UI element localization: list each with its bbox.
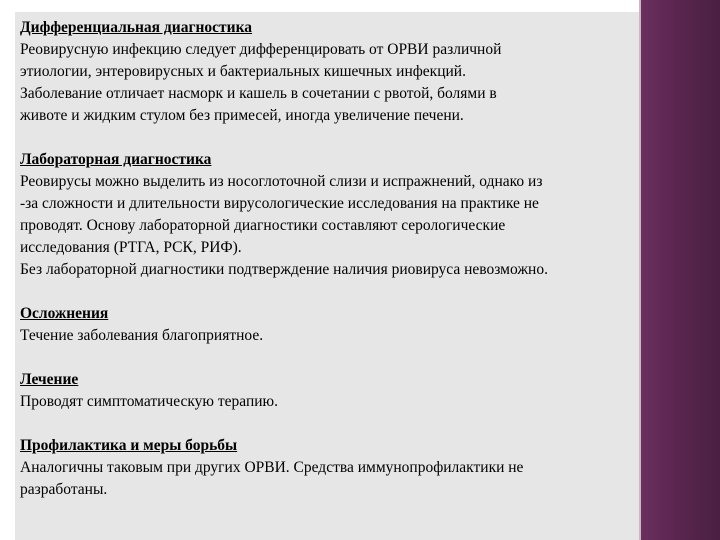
paragraph-line: Реовирусы можно выделить из носоглоточной слизи и испражнений, однако из (20, 173, 543, 190)
section-prevention (20, 435, 639, 501)
section-complications (20, 303, 639, 347)
section-lab-diagnosis (20, 149, 639, 281)
paragraph-line: Аналогичны таковым при других ОРВИ. Средства иммунопрофилактики не (20, 459, 524, 476)
paragraph-line: разработаны. (20, 481, 108, 498)
paragraph-line: исследования (РТГА, РСК, РИФ). (20, 239, 242, 256)
paragraph-line: Заболевание отличает насморк и кашель в сочетании с рвотой, болями в (20, 85, 497, 102)
paragraph-line: Проводят симптоматическую терапию. (20, 393, 279, 410)
section-treatment (20, 369, 639, 413)
content-box (15, 12, 639, 540)
paragraph-line: Без лабораторной диагностики подтверждение наличия риовируса невозможно. (20, 261, 548, 278)
decorative-sidebar-band (641, 0, 720, 540)
paragraph-line: этиологии, энтеровирусных и бактериальных кишечных инфекций. (20, 63, 466, 80)
section-heading: Лабораторная диагностика (20, 151, 212, 168)
section-heading: Лечение (20, 371, 79, 388)
section-heading: Профилактика и меры борьбы (20, 437, 238, 454)
paragraph-line: животе и жидким стулом без примесей, иногда увеличение печени. (20, 107, 464, 124)
section-differential-diagnosis (20, 17, 639, 127)
paragraph-line: проводят. Основу лабораторной диагностики составляют серологические (20, 217, 506, 234)
paragraph-line: Течение заболевания благоприятное. (20, 327, 264, 344)
paragraph-line: -за сложности и длительности вирусологические исследования на практике не (20, 195, 539, 212)
section-heading: Дифференциальная диагностика (20, 19, 253, 36)
section-heading: Осложнения (20, 305, 109, 322)
paragraph-line: Реовирусную инфекцию следует дифференцировать от ОРВИ различной (20, 41, 502, 58)
